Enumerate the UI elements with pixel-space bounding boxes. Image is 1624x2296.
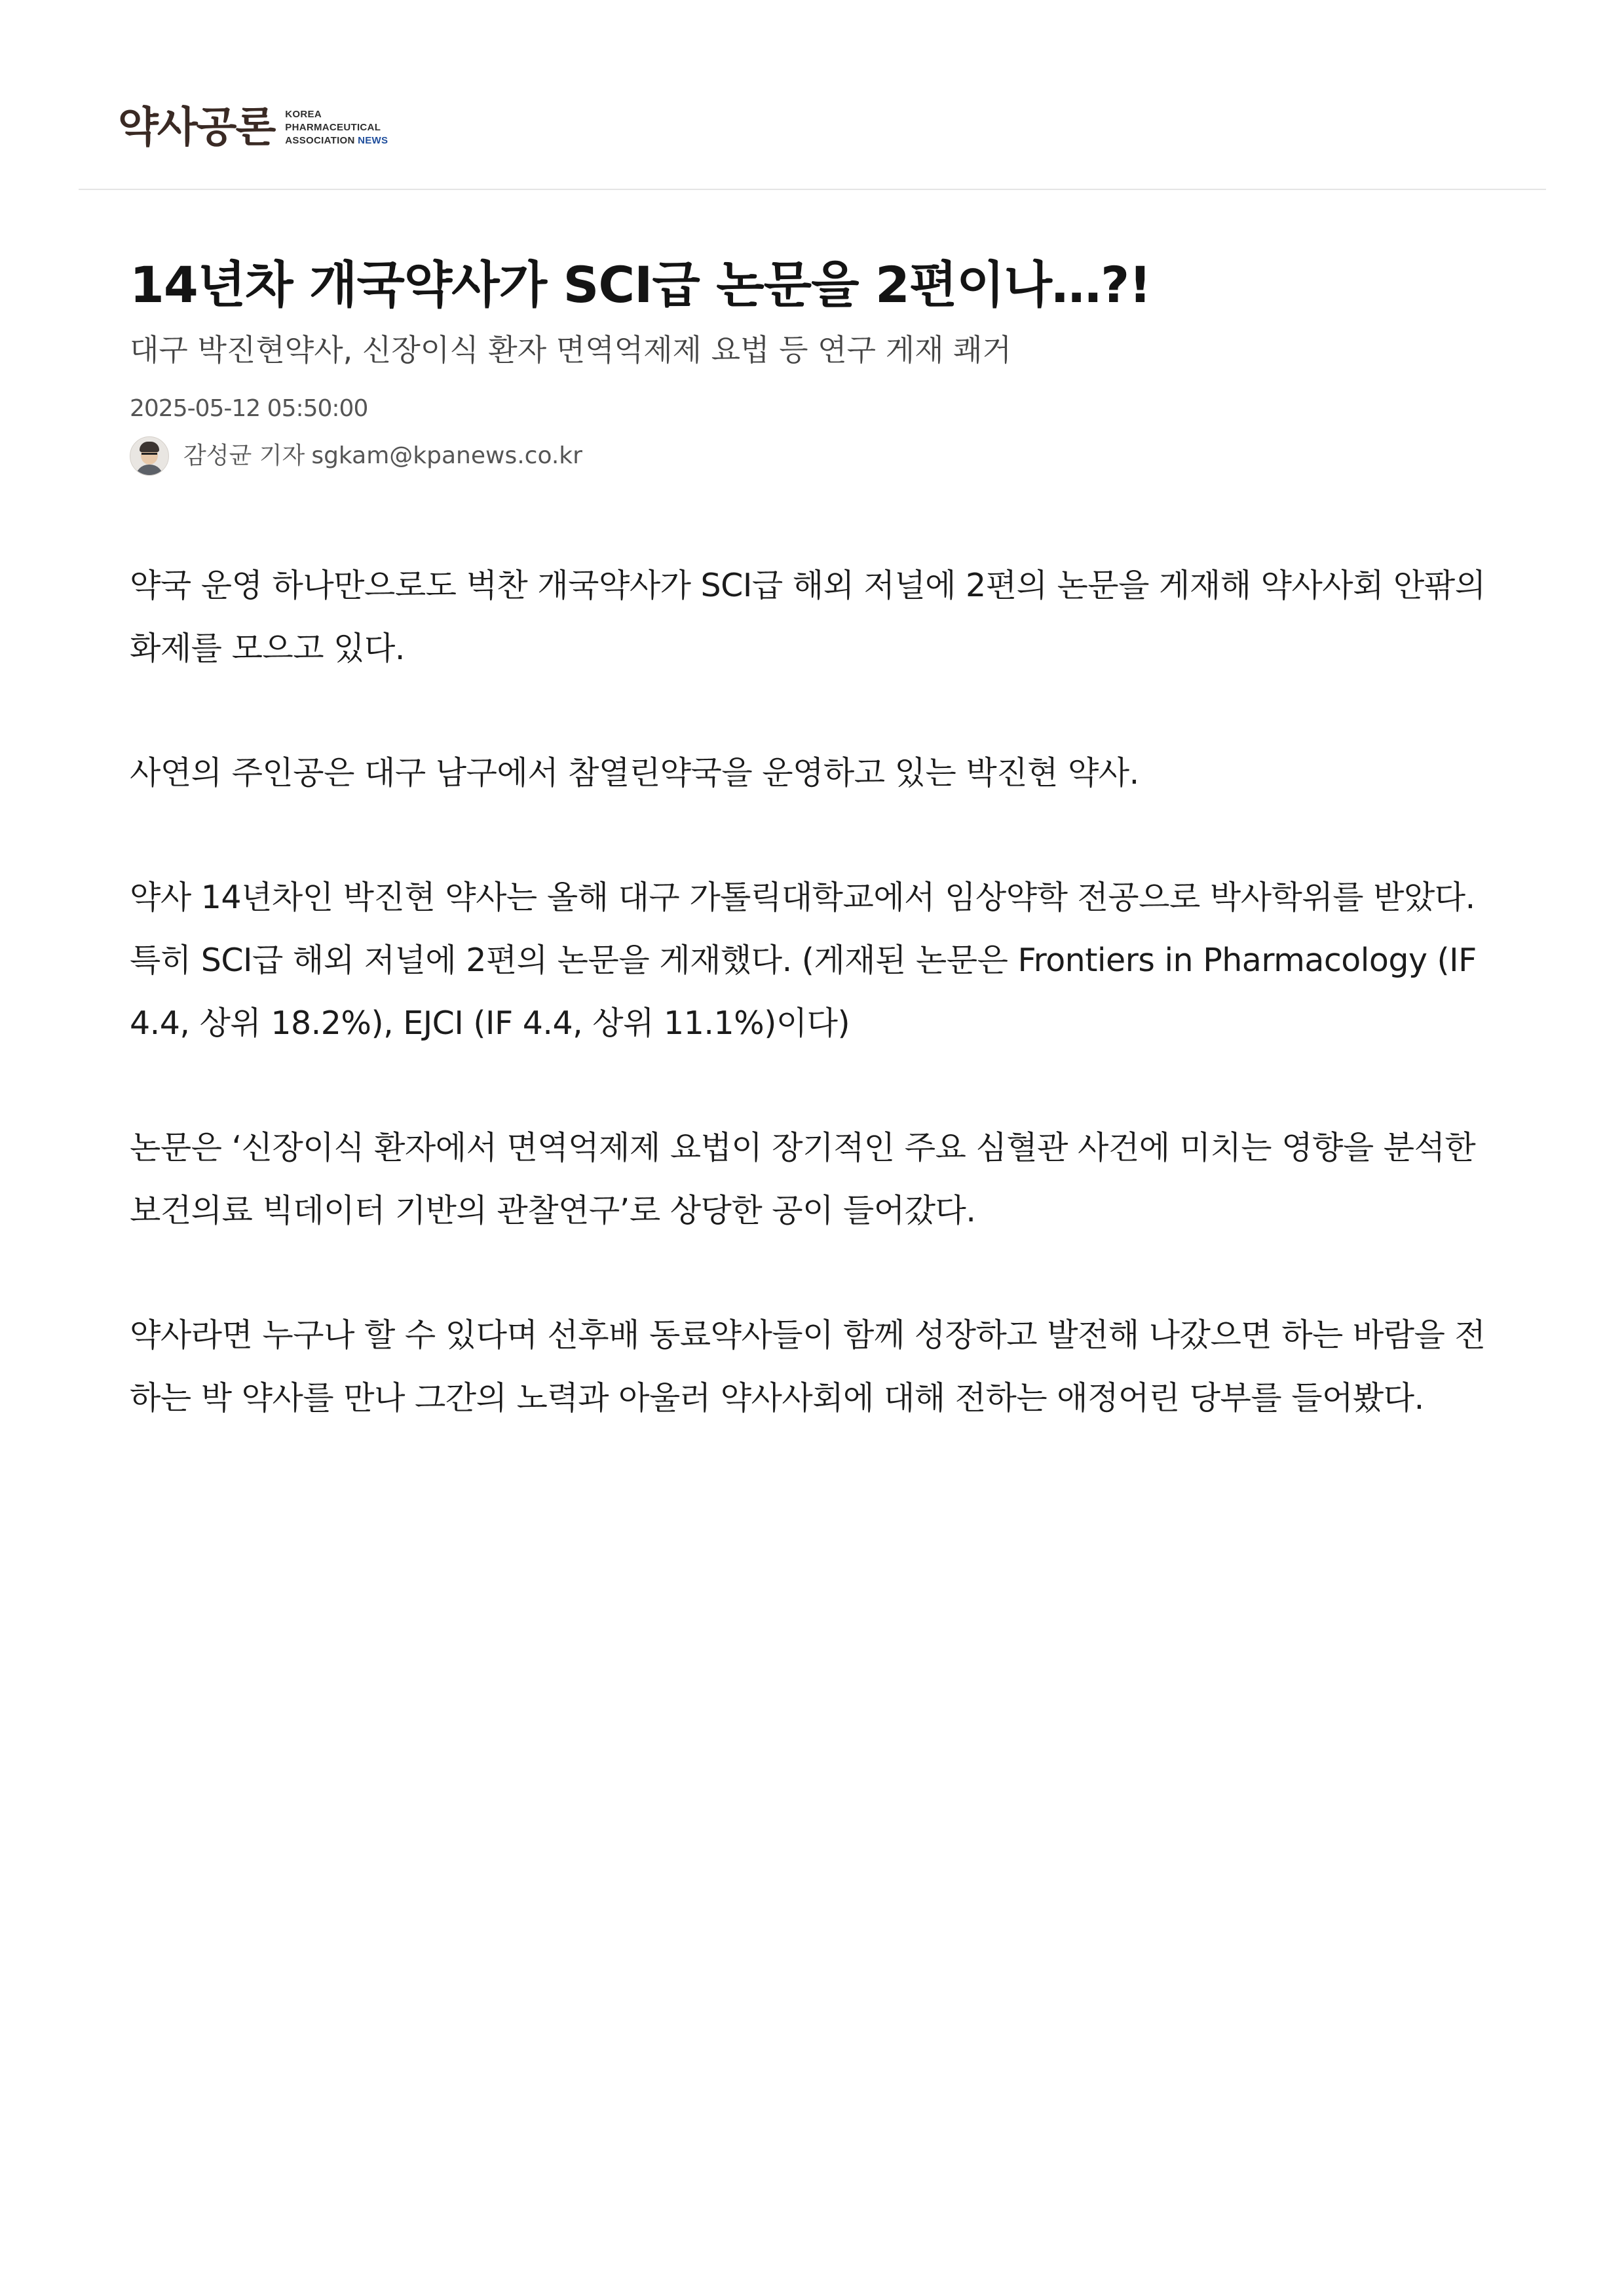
site-logo[interactable]: 약사공론 <box>118 104 275 152</box>
article-body <box>130 554 1499 1430</box>
byline <box>130 435 1499 477</box>
article-subtitle: 대구 박진현약사, 신장이식 환자 면역억제제 요법 등 연구 게재 쾌거 <box>130 332 1011 368</box>
masthead <box>118 98 388 157</box>
logo-en-line: PHARMACEUTICAL <box>285 122 381 133</box>
site-logo-english <box>285 108 388 147</box>
reporter-avatar <box>130 436 169 476</box>
logo-en-line <box>285 134 388 147</box>
article-paragraph: 약사라면 누구나 할 수 있다며 선후배 동료약사들이 함께 성장하고 발전해 나갔으면 하는 바람을 전하는 박 약사를 만나 그간의 노력과 아울러 약사사회에 대해 전하는 애정어린 당부를 들어봤다. <box>130 1316 1486 1417</box>
article-paragraph: 약국 운영 하나만으로도 벅찬 개국약사가 SCI급 해외 저널에 2편의 논문을 게재해 약사사회 안팎의 화제를 모으고 있다. <box>130 567 1486 667</box>
article-paragraph: 사연의 주인공은 대구 남구에서 참열린약국을 운영하고 있는 박진현 약사. <box>130 754 1139 792</box>
byline-text <box>183 437 582 475</box>
article <box>130 249 1499 1491</box>
article-paragraph: 논문은 ‘신장이식 환자에서 면역억제제 요법이 장기적인 주요 심혈관 사건에 미치는 영향을 분석한 보건의료 빅데이터 기반의 관찰연구’로 상당한 공이 들어갔다. <box>130 1129 1476 1229</box>
article-headline: 14년차 개국약사가 SCI급 논문을 2편이나…?! <box>130 256 1151 314</box>
logo-en-association: ASSOCIATION <box>285 135 358 146</box>
reporter-email[interactable]: sgkam@kpanews.co.kr <box>311 442 582 469</box>
article-datetime: 2025-05-12 05:50:00 <box>130 395 368 422</box>
logo-en-line: KOREA <box>285 109 322 120</box>
reporter-name: 감성균 기자 <box>183 442 305 469</box>
logo-en-news: NEWS <box>358 135 388 146</box>
article-paragraph: 약사 14년차인 박진현 약사는 올해 대구 가톨릭대학교에서 임상약학 전공으로 박사학위를 받았다. 특히 SCI급 해외 저널에 2편의 논문을 게재했다. (게재된 논문은 Frontiers in Pharmacology (IF 4.4, 상위 18.2%), EJCI (IF 4.4, 상위 11.1%)이다) <box>130 879 1477 1042</box>
header-divider <box>79 189 1546 190</box>
